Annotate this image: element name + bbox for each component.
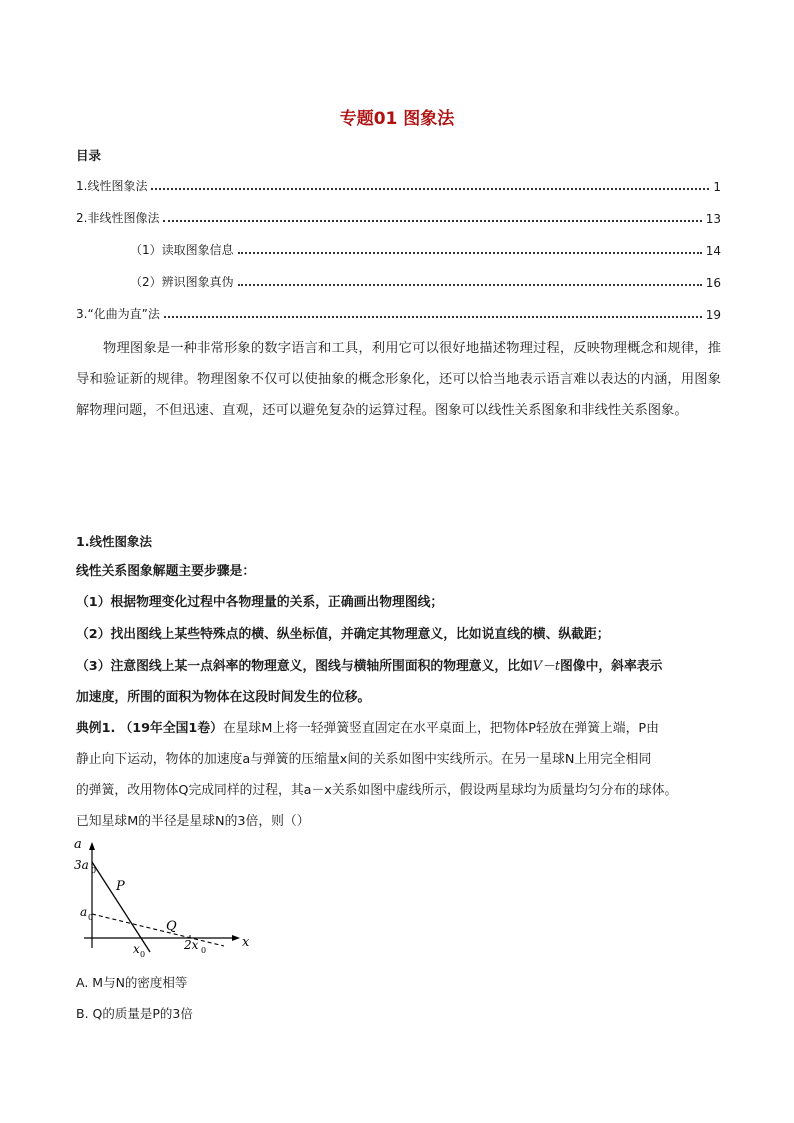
vt-symbol: V－t: [532, 659, 560, 674]
toc-leader: [151, 188, 709, 190]
toc-item[interactable]: [130, 240, 721, 258]
step-3: [76, 655, 721, 674]
toc-item-label: 1.线性图象法: [76, 179, 148, 193]
intro-paragraph: 物理图象是一种非常形象的数字语言和工具，利用它可以很好地描述物理过程，反映物理概念和规律，推导和验证新的规律。物理图象不仅可以使抽象的概念形象化，还可以恰当地表示语言难以表达的内涵，用图象解物理问题，不但迅速、直观，还可以避免复杂的运算过程。图象可以线性关系图象和非线性关系图象。: [76, 341, 721, 418]
curve-q-label: Q: [166, 919, 177, 934]
x-axis-label: x: [242, 935, 250, 950]
curve-p-solid: [92, 862, 141, 938]
step-3-continued: 加速度，所围的面积为物体在这段时间发生的位移。: [76, 690, 371, 705]
toc-leader: [238, 284, 702, 286]
option-a[interactable]: A. M与N的密度相等: [76, 975, 188, 990]
toc-item-label: （1）读取图象信息: [130, 243, 234, 257]
toc-leader: [163, 220, 701, 222]
toc-item-page: 14: [705, 244, 721, 258]
toc-item-label: 3.“化曲为直”法: [76, 307, 160, 321]
toc-heading: 目录: [76, 148, 102, 163]
y-axis-arrow: [89, 842, 95, 850]
step-3-part-b: 图像中，斜率表示: [559, 659, 663, 674]
toc-item[interactable]: [76, 208, 721, 226]
curve-p-label: P: [116, 879, 125, 894]
toc-leader: [238, 252, 702, 254]
toc-item[interactable]: [76, 304, 721, 322]
toc-item-page: 1: [713, 180, 721, 194]
y-tick-a0: a: [80, 905, 88, 919]
step-1: （1）根据物理变化过程中各物理量的关系，正确画出物理图线；: [76, 595, 444, 610]
example-text-1: 在星球M上将一轻弹簧竖直固定在水平桌面上，把物体P轻放在弹簧上端，P由: [222, 721, 659, 736]
x-tick-2x0-sub: 0: [201, 946, 207, 955]
x-tick-2x0-label: 2x: [184, 938, 199, 952]
example-line-4: 已知星球M的半径是星球N的3倍，则（）: [76, 814, 310, 829]
y-tick-3a0-sub: 0: [91, 866, 97, 875]
toc-item-page: 19: [705, 308, 721, 322]
y-tick-3a0: 3a: [74, 858, 89, 872]
toc-leader: [164, 316, 702, 318]
step-3-part-a: （3）注意图线上某一点斜率的物理意义，图线与横轴所围面积的物理意义，比如: [76, 659, 533, 674]
toc-item[interactable]: [76, 176, 721, 194]
example-line-2: 静止向下运动，物体的加速度a与弹簧的压缩量x间的关系如图中实线所示。在另一星球N上用完全相同: [76, 752, 652, 767]
option-b[interactable]: B. Q的质量是P的3倍: [76, 1006, 193, 1021]
x-tick-x0-sub: 0: [140, 950, 146, 958]
page-title: 专题01 图象法: [339, 109, 455, 129]
x-tick-x0: x: [133, 942, 140, 956]
example-source: （19年全国1卷）: [119, 721, 223, 736]
y-tick-a0-sub: 0: [88, 913, 94, 922]
toc-item[interactable]: [130, 272, 721, 290]
curve-q-dashed: [92, 914, 224, 946]
section-heading: 1.线性图象法: [76, 534, 152, 549]
x-axis-arrow: [232, 935, 240, 941]
a-x-graph: [74, 838, 254, 958]
y-axis-label: a: [74, 838, 82, 852]
example-line-3: 的弹簧，改用物体Q完成同样的过程，其a－x关系如图中虚线所示，假设两星球均为质量均匀分布的球体。: [76, 783, 678, 798]
example-line-1: [76, 717, 721, 736]
example-label: 典例1.: [76, 721, 116, 736]
toc-item-label: （2）辨识图象真伪: [130, 275, 234, 289]
step-2: （2）找出图线上某些特殊点的横、纵坐标值，并确定其物理意义，比如说直线的横、纵截距；: [76, 627, 610, 642]
steps-title: 线性关系图象解题主要步骤是：: [76, 564, 256, 579]
toc-item-page: 16: [705, 276, 721, 290]
toc-item-label: 2.非线性图像法: [76, 211, 160, 225]
toc-item-page: 13: [705, 212, 721, 226]
